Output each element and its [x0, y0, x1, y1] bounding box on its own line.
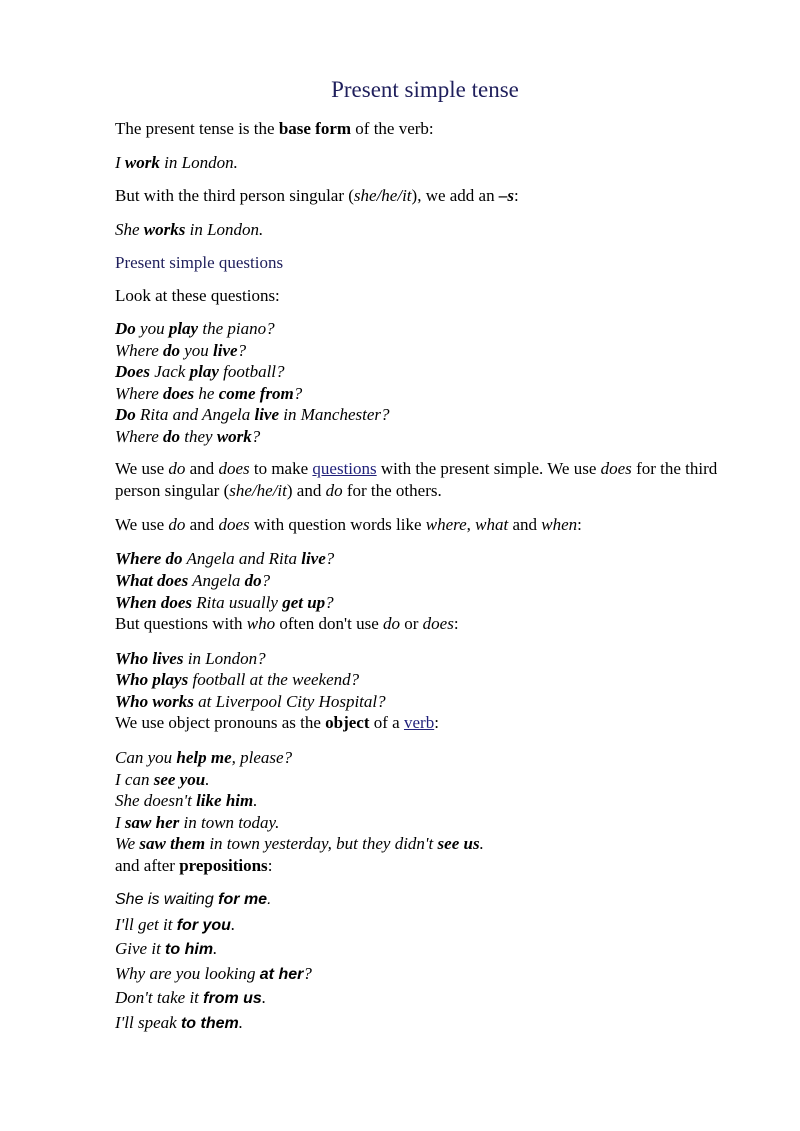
intro-text-end: of the verb: [351, 119, 434, 138]
look-text: Look at these questions: [115, 286, 280, 305]
bold: prepositions [179, 856, 268, 875]
bold: works [143, 220, 186, 239]
text: ), we add an [411, 186, 499, 205]
italic: do [383, 614, 400, 633]
bold: Where do [115, 549, 183, 568]
bold: What does [115, 571, 189, 590]
bold: get up [282, 593, 326, 612]
bold: see you [153, 770, 206, 789]
bold: live [254, 405, 280, 424]
bold: Who lives [115, 649, 184, 668]
text: She doesn't [115, 791, 197, 810]
text: Don't take it [115, 988, 204, 1007]
wh-question-line [115, 592, 334, 613]
text: But questions with [115, 614, 247, 633]
text: ? [237, 341, 247, 360]
text: in London? [183, 649, 266, 668]
text: , [466, 515, 476, 534]
text: But with the third person singular ( [115, 186, 354, 205]
text: at Liverpool City Hospital? [193, 692, 386, 711]
text: : [267, 856, 273, 875]
bold: do [163, 427, 180, 446]
question-line [115, 340, 246, 361]
text: ? [293, 384, 303, 403]
who-question-line [115, 648, 266, 669]
bold: Do [115, 319, 136, 338]
bold: like him [196, 791, 254, 810]
bold: at her [259, 966, 304, 983]
text: to make [249, 459, 313, 478]
text: you [135, 319, 169, 338]
text: , please? [231, 748, 293, 767]
bold: Does [115, 362, 150, 381]
bold: Who works [115, 692, 194, 711]
italic: where [425, 515, 467, 534]
text: in Manchester? [279, 405, 390, 424]
text: : [513, 186, 519, 205]
text: and [508, 515, 542, 534]
text: ? [261, 571, 271, 590]
wh-question-line [115, 570, 270, 591]
object-example-line [115, 790, 257, 811]
bold: see us [437, 834, 480, 853]
text: . [479, 834, 484, 853]
text: for the others. [342, 481, 442, 500]
third-person-paragraph [115, 185, 519, 206]
text: ? [325, 593, 334, 612]
text: in London. [185, 220, 264, 239]
bold: to them [180, 1015, 239, 1032]
italic: when [541, 515, 578, 534]
text: Give it [115, 939, 166, 958]
intro-bold: base form [278, 119, 352, 138]
text: the piano? [198, 319, 275, 338]
object-example-line [115, 833, 484, 854]
text: I [115, 813, 125, 832]
italic: do [168, 459, 186, 478]
text: Where [115, 427, 163, 446]
bold: Who plays [115, 670, 189, 689]
bold: saw her [124, 813, 180, 832]
example-work [115, 152, 238, 173]
text: . [230, 915, 236, 934]
who-intro-paragraph [115, 613, 459, 634]
preposition-example-line [115, 987, 266, 1009]
prepositions-intro [115, 855, 272, 876]
intro-paragraph [115, 118, 434, 139]
example-bold: work [124, 153, 160, 172]
italic: do [325, 481, 343, 500]
example-text: I [115, 153, 125, 172]
bold: to him [165, 941, 214, 958]
bold: object [325, 713, 370, 732]
text: Angela [188, 571, 245, 590]
bold: do [163, 341, 180, 360]
text: in town today. [179, 813, 280, 832]
pronouns: she/he/it [353, 186, 412, 205]
text: they [180, 427, 217, 446]
subheading: Present simple questions [115, 253, 284, 272]
text: you [180, 341, 214, 360]
bold: for you [176, 917, 231, 934]
text: or [400, 614, 423, 633]
italic: who [246, 614, 276, 633]
italic: does [218, 515, 250, 534]
text: I'll speak [115, 1013, 181, 1032]
text: and [185, 459, 219, 478]
bold: When does [115, 593, 192, 612]
text: . [253, 791, 258, 810]
text: She [115, 220, 144, 239]
text: he [194, 384, 219, 403]
text: often don't use [275, 614, 383, 633]
preposition-example-line [115, 1012, 243, 1034]
text: ? [303, 964, 312, 983]
bold: does [163, 384, 195, 403]
example-text-end: in London. [159, 153, 238, 172]
text: Where [115, 341, 163, 360]
bold: come from [218, 384, 294, 403]
text: . [238, 1013, 243, 1032]
text: with question words like [249, 515, 426, 534]
text: and after [115, 856, 180, 875]
suffix-s: –s [498, 186, 514, 205]
text: . [267, 891, 272, 908]
text: of a [369, 713, 404, 732]
preposition-example-line [115, 889, 272, 910]
italic: do [168, 515, 186, 534]
text: Jack [149, 362, 190, 381]
question-line [115, 404, 390, 425]
text: ? [325, 549, 335, 568]
preposition-example-line [115, 963, 312, 985]
bold: from us [203, 990, 262, 1007]
text: I can [115, 770, 154, 789]
text: . [261, 988, 267, 1007]
bold: live [301, 549, 326, 568]
object-intro-paragraph [115, 712, 439, 733]
use-do-paragraph [115, 458, 725, 502]
text: ) and [286, 481, 326, 500]
text: ? [251, 427, 261, 446]
question-line [115, 361, 285, 382]
bold: work [216, 427, 252, 446]
italic: does [422, 614, 454, 633]
question-line [115, 426, 260, 447]
text: Where [115, 384, 163, 403]
verb-link[interactable]: verb [403, 713, 435, 732]
text: . [205, 770, 210, 789]
bold: Do [115, 405, 136, 424]
object-example-line [115, 769, 209, 790]
text: Angela and Rita [182, 549, 302, 568]
page-title: Present simple tense [331, 77, 519, 102]
question-line [115, 383, 302, 404]
text: in town yesterday, but they didn't [205, 834, 438, 853]
text: We [115, 834, 140, 853]
intro-text: The present tense is the [115, 119, 279, 138]
question-words-paragraph [115, 514, 582, 535]
text: with the present simple. We use [376, 459, 601, 478]
italic: does [600, 459, 632, 478]
text: I'll get it [115, 915, 177, 934]
text: We use [115, 515, 169, 534]
question-line [115, 318, 275, 339]
object-example-line [115, 812, 279, 833]
text: Can you [115, 748, 177, 767]
questions-link[interactable]: questions [312, 459, 377, 478]
text: We use object pronouns as the [115, 713, 326, 732]
text: and [185, 515, 219, 534]
bold: play [168, 319, 199, 338]
text: football? [218, 362, 285, 381]
example-works [115, 219, 263, 240]
object-example-line [115, 747, 292, 768]
pronouns: she/he/it [229, 481, 287, 500]
who-question-line [115, 691, 386, 712]
text: Rita usually [191, 593, 283, 612]
text: . [213, 939, 218, 958]
who-question-line [115, 669, 359, 690]
text: We use [115, 459, 169, 478]
bold: for me [218, 891, 268, 908]
italic: what [475, 515, 509, 534]
text: Rita and Angela [135, 405, 255, 424]
text: : [577, 515, 582, 534]
text: Why are you looking [115, 964, 260, 983]
bold: help me [176, 748, 232, 767]
text: : [434, 713, 439, 732]
preposition-example-line [115, 938, 217, 960]
italic: does [218, 459, 250, 478]
bold: play [189, 362, 219, 381]
bold: do [244, 571, 262, 590]
wh-question-line [115, 548, 334, 569]
text: : [453, 614, 459, 633]
text: football at the weekend? [188, 670, 360, 689]
text: for the third person singular ( [115, 459, 718, 500]
preposition-example-line [115, 914, 235, 936]
text: She is waiting [115, 891, 219, 908]
bold: live [213, 341, 238, 360]
bold: saw them [139, 834, 206, 853]
